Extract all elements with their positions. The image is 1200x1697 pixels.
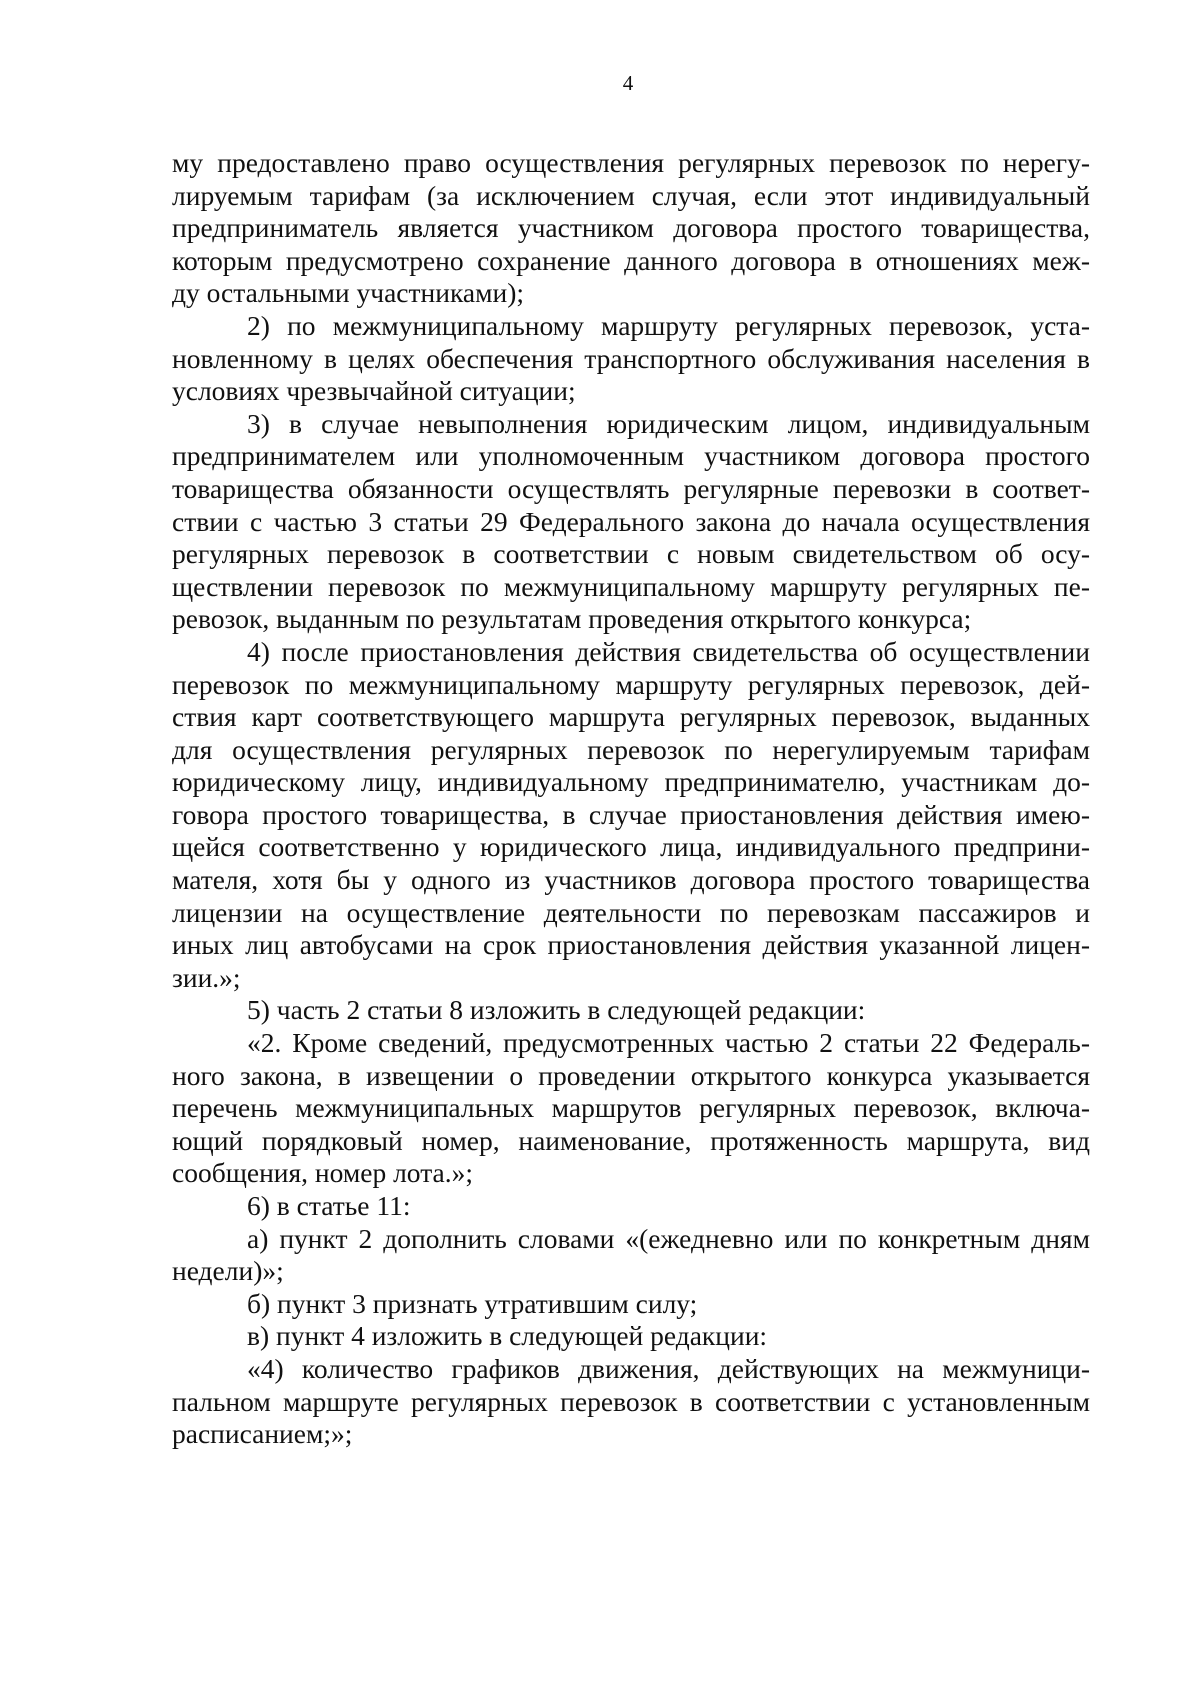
text-line: перечень межмуниципальных маршрутов регулярных перевозок, включа- (172, 1092, 1090, 1124)
text-line: предприниматель является участником договора простого товарищества, (172, 212, 1090, 244)
text-line: а) пункт 2 дополнить словами «(ежедневно или по конкретным дням (247, 1222, 1090, 1254)
text-line: б) пункт 3 признать утратившим силу; (247, 1287, 698, 1319)
text-line: расписанием;»; (172, 1418, 353, 1450)
text-line: щейся соответственно у юридического лица, индивидуального предприни- (172, 831, 1090, 863)
text-line: сообщения, номер лота.»; (172, 1157, 474, 1189)
text-line: ствии с частью 3 статьи 29 Федерального закона до начала осуществления (172, 505, 1090, 537)
text-line: которым предусмотрено сохранение данного договора в отношениях меж- (172, 244, 1090, 276)
text-line: говора простого товарищества, в случае приостановления действия имею- (172, 798, 1090, 830)
text-line: пальном маршруте регулярных перевозок в соответствии с установленным (172, 1385, 1090, 1417)
text-line: новленному в целях обеспечения транспортного обслуживания населения в (172, 342, 1090, 374)
text-line: предпринимателем или уполномоченным участником договора простого (172, 440, 1090, 472)
text-line: мателя, хотя бы у одного из участников договора простого товарищества (172, 864, 1090, 896)
text-line: для осуществления регулярных перевозок по нерегулируемым тарифам (172, 733, 1090, 765)
text-line: лируемым тарифам (за исключением случая, если этот индивидуальный (172, 179, 1090, 211)
text-line: ющий порядковый номер, наименование, протяженность маршрута, вид (172, 1124, 1090, 1156)
text-line: 3) в случае невыполнения юридическим лицом, индивидуальным (247, 407, 1090, 439)
text-line: 6) в статье 11: (247, 1190, 411, 1221)
text-line: условиях чрезвычайной ситуации; (172, 375, 576, 407)
text-line: юридическому лицу, индивидуальному предпринимателю, участникам до- (172, 766, 1090, 798)
text-line: иных лиц автобусами на срок приостановления действия указанной лицен- (172, 929, 1090, 961)
text-line: товарищества обязанности осуществлять регулярные перевозки в соответ- (172, 472, 1090, 504)
text-line: 4) после приостановления действия свидетельства об осуществлении (247, 635, 1090, 667)
text-line: ществлении перевозок по межмуниципальному маршруту регулярных пе- (172, 570, 1090, 602)
text-line: му предоставлено право осуществления регулярных перевозок по нерегу- (172, 147, 1090, 178)
text-line: «2. Кроме сведений, предусмотренных частью 2 статьи 22 Федераль- (247, 1027, 1090, 1059)
text-line: 2) по межмуниципальному маршруту регулярных перевозок, уста- (247, 309, 1090, 341)
text-line: перевозок по межмуниципальному маршруту регулярных перевозок, дей- (172, 668, 1090, 700)
text-line: ду остальными участниками); (172, 277, 525, 309)
text-line: ствия карт соответствующего маршрута регулярных перевозок, выданных (172, 701, 1090, 733)
text-line: зии.»; (172, 961, 241, 993)
page-number: 4 (622, 71, 634, 95)
text-line: ного закона, в извещении о проведении открытого конкурса указывается (172, 1059, 1090, 1091)
document-body (172, 147, 1090, 1451)
text-line: ревозок, выданным по результатам проведения открытого конкурса; (172, 603, 972, 635)
text-line: «4) количество графиков движения, действующих на межмуници- (247, 1352, 1090, 1384)
text-line: лицензии на осуществление деятельности по перевозкам пассажиров и (172, 896, 1090, 928)
text-line: регулярных перевозок в соответствии с новым свидетельством об осу- (172, 538, 1090, 570)
text-line: 5) часть 2 статьи 8 изложить в следующей редакции: (247, 994, 866, 1026)
text-line: в) пункт 4 изложить в следующей редакции: (247, 1320, 768, 1352)
text-line: недели)»; (172, 1255, 284, 1287)
